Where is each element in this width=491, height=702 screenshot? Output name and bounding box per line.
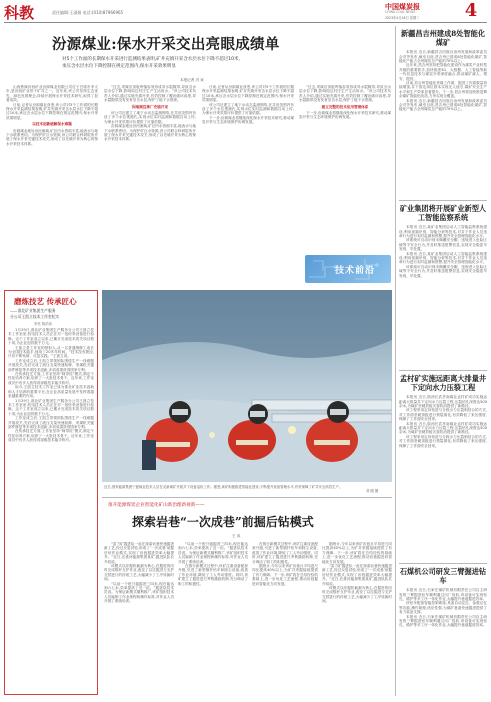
right-article-title: 矿业集团将开展矿业新型人工智能监察系统 <box>399 204 487 222</box>
page-header <box>0 0 491 22</box>
profile-paragraph: 工作室成立后,王凯立带领团队围绕生产一线难题开展攻关,先后完成了液压支架快速检修、采煤机关键部件修复等多项技术创新,多项成果获得国家专利。 <box>8 358 94 372</box>
feature-author: 王 凤 <box>232 534 241 538</box>
right-divider-3 <box>399 563 487 564</box>
tech-frontier-label: 技术前沿 <box>335 266 376 276</box>
profile-paragraph: 1月29日,淮北矿业集团生产服务分公司王凯立技术工作室里,机电技术人员正在对一批综采设备进行检修。这个工作室成立以来,已累计完成技术攻关项目数十项,为企业创效数千万元。 <box>8 328 94 346</box>
feature-paragraph: 该模式以综掘机截割为核心,在掘进的同时完成锚杆支护作业,改变了以往掘进与支护交替进行的传统工艺,大幅减少了工序转换时间。 <box>322 586 392 604</box>
feature-paragraph: 据统计,今年以来该矿岩巷月平均进尺同比提高40%以上,为矿井采掘接续提供了有力保障。下一步,该矿将在总结经验的基础上,进一步优化工艺流程,推动岩巷掘进向智能化方向发展。 <box>322 542 392 564</box>
lead-paragraph: 该公司还建立了地下水动态监测网络,在井田范围内布设了多个水位观测孔,实现水位实时监测和数据自动上传,为保水开采效果评价提供了可靠依据。 <box>202 102 294 116</box>
right-article-body <box>399 50 487 186</box>
profile-paragraph: 1月29日,淮北矿业集团生产服务分公司王凯立技术工作室里,机电技术人员正在对一批综采设备进行检修。这个工作室成立以来,已累计完成技术攻关项目数十项,为企业创效数千万元。 <box>8 398 94 416</box>
right-article-paragraph: 本报讯 近日,石家庄煤矿机械有限责任公司自主研发的三臂掘进钻车顺利通过出厂验收,该设备可实现钻孔、锚护等多工序一体化作业,大幅提升巷道掘进效率。 <box>399 614 487 628</box>
profile-title: 磨炼技艺 传承匠心 <box>14 297 77 306</box>
photo-credit: 刘 刚 摄 <box>366 489 379 493</box>
right-article-paragraph: 该工程采用定向钻进与分段水力压裂相结合的方式,对工作面坚硬顶板进行预裂弱化,有效降低了来压强度,保障了工作面安全回采。 <box>399 434 487 448</box>
lead-paragraph: 下一步,汾源煤业将继续深化保水开采技术研究,推动煤炭开采与生态环境保护协调发展。 <box>202 115 294 125</box>
right-article-title: 孟村矿实施远距离大排量井下定向水力压裂工程 <box>399 374 487 392</box>
profile-body <box>8 328 94 690</box>
profile-paragraph: 如今,王凯立技术工作室已成为淮北矿业技术创新和人才培养的重要平台,在企业高质量发展中发挥着越来越重要的作用。 <box>8 385 94 399</box>
feature-column-2 <box>178 542 248 696</box>
photo-caption: 近日,国家能源集团宁夏煤业技术人员在灵新煤矿开展井下设备巡检工作。据悉,该矿积极推进智能化建设,不断提升设备管理水平,有效保障了矿井安全高效生产。 <box>104 485 343 489</box>
right-article-paragraph: 本报讯 近日,新疆昌吉回族自治州发展和改革委员会对外发布,截至目前,昌吉州已建成8处智能化煤矿,智能化产能占全州煤炭总产能的70%以上。 <box>399 50 487 63</box>
right-article-paragraph: 该钻车配备智能控制系统,具备自动定位、参数记忆等功能,操作简便,适应性强,为煤矿巷道快速掘进提供了有力装备支撑。 <box>399 601 487 615</box>
brand-subtitle: CHINA COAL NEWS <box>385 10 416 14</box>
right-article-paragraph: 目前,昌吉州智能化采煤工作面、掘进工作面数量持续增加,井下固定岗位基本实现无人值守,煤矿安全生产水平和生产效率显著提升。下一步,昌吉州将加快推进剩余煤矿智能化改造,力争实现全覆盖。 <box>399 81 487 99</box>
right-article-body <box>399 395 487 553</box>
lead-paragraph: 汾源煤业地处汾河流域,矿区内水资源丰富,地表水与地下水联系密切。为保护矿区水资源,该公司联合科研院所开展了保水开采关键技术攻关,形成了以充填开采为核心的保水开采技术体系。 <box>104 124 196 142</box>
feature-column-3 <box>252 542 318 696</box>
right-article-title: 石煤机公司研发三臂掘进钻车 <box>399 567 487 585</box>
profile-paragraph: 在传承技艺方面,工作室坚持“师带徒”模式,制定个性化培养方案,培养了一大批技术骨干。近年来,工作室成员中有多人获得省部级技术能手称号。 <box>8 429 94 443</box>
feature-paragraph: “富力矿掘进队一直在探索岩巷快速掘进新工艺,经过反复试验,形成了‘一次成巷’前掘后钻作业模式,实现了岩巷掘进效率大幅提升。”近日,在淮河能源集团某矿,掘进队队长介绍说。 <box>104 542 174 564</box>
lead-paragraph: 日前,记者从汾源煤业获悉,该公司对5个工作面的长期保水开采监测结果表明,矿井充填开采含水层水位下降不超过10米,承压含水层水位下降控制在规定范围内,保水开采效果明显。 <box>202 85 294 103</box>
section-heading-1: 以技术创新破解保水难题 <box>32 122 72 127</box>
lead-column-3 <box>202 85 294 325</box>
right-article-paragraph: 该工程采用定向钻进与分段水力压裂相结合的方式,对工作面坚硬顶板进行预裂弱化,有效降低了来压强度,保障了工作面安全回采。 <box>399 408 487 422</box>
profile-author: 李亮 陈浩伟 <box>34 322 53 326</box>
right-article-1 <box>399 30 487 186</box>
header-rule <box>4 22 487 23</box>
profile-subtitle-2: 分公司王凯立技术工作室纪实 <box>10 314 60 319</box>
lead-paragraph: 下一步,汾源煤业将继续深化保水开采技术研究,推动煤炭开采与生态环境保护协调发展。 <box>299 111 391 120</box>
right-divider-1 <box>399 200 487 201</box>
feature-paragraph: 据统计,今年以来该矿岩巷月平均进尺同比提高40%以上,为矿井采掘接续提供了有力保障。下一步,该矿将在总结经验的基础上,进一步优化工艺流程,推动岩巷掘进向智能化方向发展。 <box>252 564 318 586</box>
section-heading-2: 因地制宜推广充填开采 <box>132 104 168 109</box>
right-article-title: 新疆昌吉州建成8处智能化煤矿 <box>400 29 486 47</box>
lead-subtitle-2: 承压含水层水位下降控制在规定范围内,保水开采效果明显 <box>62 64 176 69</box>
feature-column-1 <box>104 542 174 696</box>
profile-paragraph: 工作室成立后,王凯立带领团队围绕生产一线难题开展攻关,先后完成了液压支架快速检修、采煤机关键部件修复等多项技术创新,多项成果获得国家专利。 <box>8 416 94 429</box>
lead-paragraph: “过去,采煤后顶板垮落容易形成导水裂隙带,导致含水层水位下降,影响周边村庄生产生活用水。”该公司技术负责人介绍,通过实施充填开采,有效控制了覆岩破坏高度,导水裂隙带没有发育至含水层,保护了地下水资源。 <box>104 85 196 103</box>
right-column-divider <box>395 26 396 696</box>
right-article-body <box>399 588 487 696</box>
page-number: 4 <box>464 0 478 21</box>
right-article-paragraph: 本报讯 近日,某矿业集团启动人工智能监察系统建设,利用视频识别、智能分析等技术,对井下作业人员违章行为进行实时监测和预警,提升安全管理智能化水平。 <box>399 225 487 238</box>
right-article-paragraph: 该系统可自动识别未佩戴安全帽、违规进入危险区域等不安全行为,并及时推送报警信息,实现安全隐患早发现、早处置。 <box>399 264 487 278</box>
right-article-paragraph: 近年来,昌吉州坚持把智能化建设作为煤炭产业转型升级的重要抓手,加快推进5G、大数据、人工智能等新一代信息技术与煤炭开采深度融合,推动煤矿减人、增安、提效。 <box>399 63 487 81</box>
right-divider-2 <box>399 370 487 371</box>
right-article-paragraph: 本报讯 近日,新疆昌吉回族自治州发展和改革委员会对外发布,截至目前,昌吉州已建成8处智能化煤矿,智能化产能占全州煤炭总产能的70%以上。 <box>399 98 487 112</box>
lead-column-2 <box>104 85 196 325</box>
feature-paragraph: “富力矿掘进队一直在探索岩巷快速掘进新工艺,经过反复试验,形成了‘一次成巷’前掘后钻作业模式,实现了岩巷掘进效率大幅提升。”近日,在淮河能源集团某矿,掘进队队长介绍说。 <box>322 564 392 586</box>
lead-paragraph: 该公司还建立了地下水动态监测网络,在井田范围内布设了多个水位观测孔,实现水位实时监测和数据自动上传,为保水开采效果评价提供了可靠依据。 <box>104 111 196 124</box>
right-article-3 <box>399 375 487 553</box>
issue-date: 2023年4月18日 星期二 <box>385 16 420 20</box>
right-article-paragraph: 本报讯 近日,某矿业集团启动人工智能监察系统建设,利用视频识别、智能分析等技术,对井下作业人员违章行为进行实时监测和预警,提升安全管理智能化水平。 <box>399 251 487 265</box>
right-article-body <box>399 225 487 365</box>
profile-paragraph: 王凯立是工作室的领衔人,从一名普通维修工成长为全国技术能手,他用了20多年时间。“技术没有捷径,只有不断钻研、反复实践。”王凯立说。 <box>8 345 94 359</box>
profile-paragraph: 在传承技艺方面,工作室坚持“师带徒”模式,制定个性化培养方案,培养了一大批技术骨干。近年来,工作室成员中有多人获得省部级技术能手称号。 <box>8 372 94 385</box>
section-title: 科教 <box>4 4 35 22</box>
feature-paragraph: “以前一个班只能掘进三四米,现在能达到六七米,效率提高了近一倍。”掘进队技术员说。为保证新模式顺利推广,该矿组织技术人员编制了作业规程和操作标准,对作业人员开展了系统培训。 <box>104 581 174 604</box>
lead-paragraph: 山西焦煤汾西矿业汾源煤业有限公司位于吕梁市孝义市,是汾西矿业骨干矿井之一。近年来,该公司坚持生态优先、绿色发展理念,持续开展保水开采技术研究,取得了显著成效。 <box>6 85 98 103</box>
brand-name: 中国煤炭报 <box>385 2 420 11</box>
right-article-paragraph: 本报讯 近日,陕西长武亭南煤业孟村矿成功实施远距离大排量井下定向水力压裂工程,压裂钻孔深度达500余米,为煤矿坚硬顶板灾害防治提供了新路径。 <box>399 421 487 435</box>
feature-paragraph: 在推行新模式过程中,该矿注重设备配套升级,引进了新型锚杆钻车和除尘设备,改善了作业环境,降低了工人劳动强度。同时,该矿建立了掘进进尺考核激励机制,充分调动了职工的积极性。 <box>252 542 318 564</box>
right-article-paragraph: 本报讯 近日,石家庄煤矿机械有限责任公司自主研发的三臂掘进钻车顺利通过出厂验收,该设备可实现钻孔、锚护等多工序一体化作业,大幅提升巷道掘进效率。 <box>399 588 487 601</box>
right-article-paragraph: 该系统可自动识别未佩戴安全帽、违规进入危险区域等不安全行为,并及时推送报警信息,实现安全隐患早发现、早处置。 <box>399 238 487 252</box>
feature-column-4 <box>322 542 392 696</box>
profile-subtitle-1: ——淮北矿业集团生产服务 <box>10 308 56 313</box>
news-photo <box>102 290 392 482</box>
lead-column-4 <box>299 85 391 250</box>
section-heading-3: 建立完整的技术应用管理体系 <box>321 104 369 109</box>
lead-subtitle-1: 对5个工作面的长期保水开采进行监测结果表明,矿井充填开采含水层水位下降不超过10米, <box>62 57 240 62</box>
feature-paragraph: 在推行新模式过程中,该矿注重设备配套升级,引进了新型锚杆钻车和除尘设备,改善了作业环境,降低了工人劳动强度。同时,该矿建立了掘进进尺考核激励机制,充分调动了职工的积极性。 <box>178 564 248 586</box>
feature-paragraph: 该模式以综掘机截割为核心,在掘进的同时完成锚杆支护作业,改变了以往掘进与支护交替进行的传统工艺,大幅减少了工序转换时间。 <box>104 564 174 582</box>
right-article-paragraph: 本报讯 近日,陕西长武亭南煤业孟村矿成功实施远距离大排量井下定向水力压裂工程,压裂钻孔深度达500余米,为煤矿坚硬顶板灾害防治提供了新路径。 <box>399 395 487 408</box>
lead-paragraph: “过去,采煤后顶板垮落容易形成导水裂隙带,导致含水层水位下降,影响周边村庄生产生活用水。”该公司技术负责人介绍,通过实施充填开采,有效控制了覆岩破坏高度,导水裂隙带没有发育至含水层,保护了地下水资源。 <box>299 85 391 103</box>
feature-top-rule <box>102 497 392 498</box>
editor-line: 责任编辑:王淑娟 电话:(010)87966965 <box>52 10 124 15</box>
tech-frontier-badge <box>305 255 391 283</box>
right-article-2 <box>399 205 487 365</box>
feature-title: 探索岩巷“一次成巷”前掘后钻模式 <box>132 515 314 529</box>
lead-paragraph: 日前,记者从汾源煤业获悉,该公司对5个工作面的长期保水开采监测结果表明,矿井充填开采含水层水位下降不超过10米,承压含水层水位下降控制在规定范围内,保水开采效果明显。 <box>6 102 98 120</box>
lead-author: 本报记者 冯 寅 <box>180 78 204 82</box>
feature-paragraph: “以前一个班只能掘进三四米,现在能达到六七米,效率提高了近一倍。”掘进队技术员说。为保证新模式顺利推广,该矿组织技术人员编制了作业规程和操作标准,对作业人员开展了系统培训。 <box>178 542 248 564</box>
feature-kicker: 推开能源煤炭企业智能化矿山新治理新视新—— <box>108 503 205 508</box>
lead-paragraph: 汾源煤业地处汾河流域,矿区内水资源丰富,地表水与地下水联系密切。为保护矿区水资源,该公司联合科研院所开展了保水开采关键技术攻关,形成了以充填开采为核心的保水开采技术体系。 <box>6 128 98 146</box>
lead-title: 汾源煤业:保水开采交出亮眼成绩单 <box>52 36 280 53</box>
lead-column-1 <box>6 85 98 295</box>
right-article-4 <box>399 568 487 696</box>
coal-workers-photo <box>102 290 392 482</box>
